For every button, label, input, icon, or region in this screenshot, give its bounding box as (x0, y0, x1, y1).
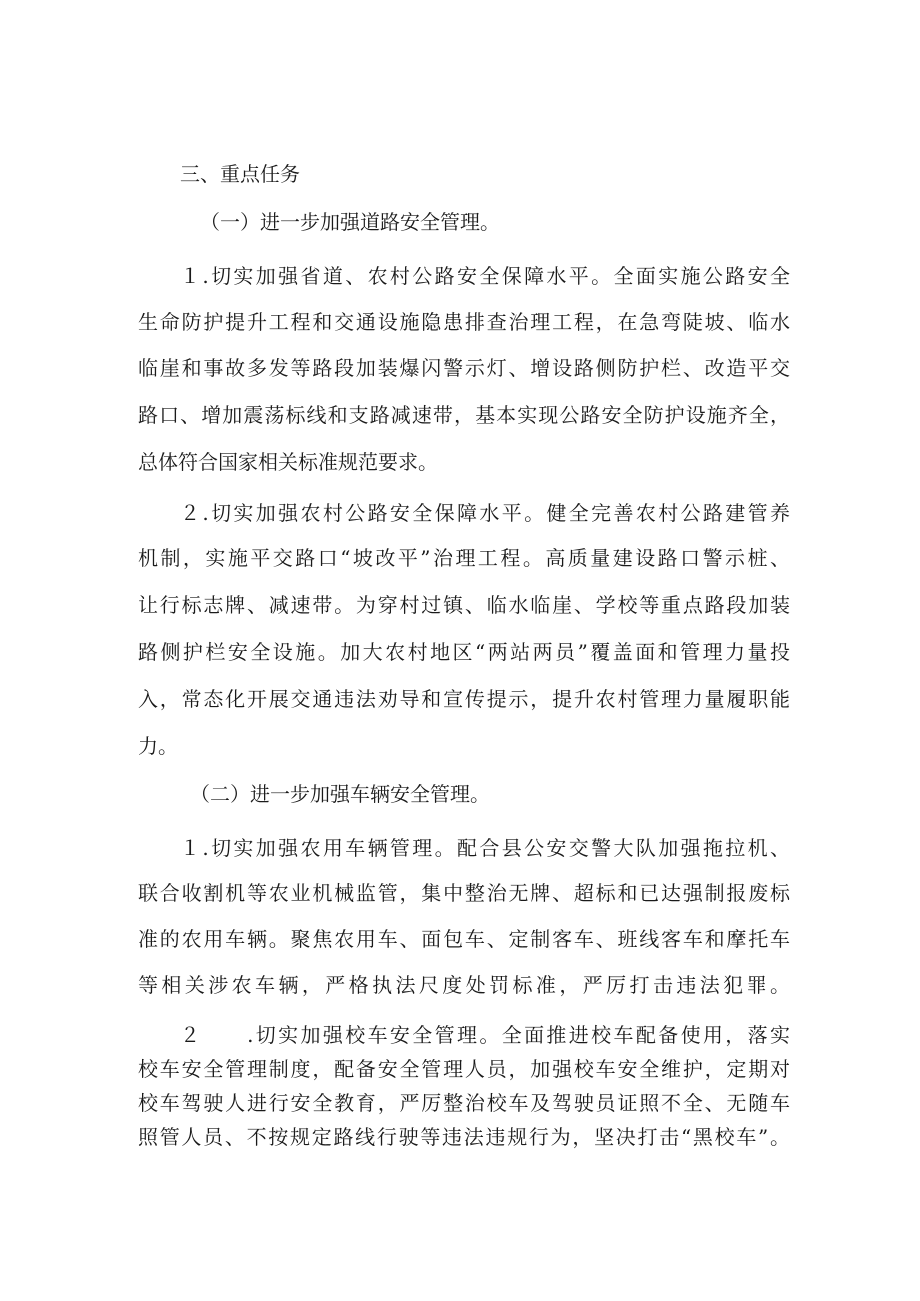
paragraph-line: 让行标志牌、减速带。为穿村过镇、临水临崖、学校等重点路段加装 (138, 593, 790, 617)
section-title: 三、重点任务 (180, 162, 300, 186)
paragraph-line: 临崖和事故多发等路段加装爆闪警示灯、增设路侧防护栏、改造平交 (138, 356, 790, 380)
paragraph-line: 等相关涉农车辆，严格执法尺度处罚标准，严厉打击违法犯罪。 (138, 973, 790, 997)
paragraph-line: １.切实加强农用车辆管理。配合县公安交警大队加强拖拉机、 (180, 836, 790, 860)
paragraph-line: ２.切实加强农村公路安全保障水平。健全完善农村公路建管养 (180, 501, 790, 525)
paragraph-line: 入，常态化开展交通违法劝导和宣传提示，提升农村管理力量履职能 (138, 687, 790, 711)
paragraph-line: ２ .切实加强校车安全管理。全面推进校车配备使用，落实 (180, 1023, 790, 1047)
paragraph-line: 照管人员、不按规定路线行驶等违法违规行为，坚决打击“黑校车”。 (138, 1125, 790, 1149)
paragraph-line: 联合收割机等农业机械监管，集中整治无牌、超标和已达强制报废标 (138, 881, 790, 905)
paragraph-line: 力。 (138, 734, 178, 758)
paragraph-line: １.切实加强省道、农村公路安全保障水平。全面实施公路安全 (180, 264, 790, 288)
paragraph-line: 路侧护栏安全设施。加大农村地区“两站两员”覆盖面和管理力量投 (138, 640, 790, 664)
paragraph-line: 准的农用车辆。聚焦农用车、面包车、定制客车、班线客车和摩托车 (138, 927, 790, 951)
paragraph-line: 路口、增加震荡标线和支路减速带，基本实现公路安全防护设施齐全， (138, 403, 790, 427)
paragraph-line: 校车驾驶人进行安全教育，严厉整治校车及驾驶员证照不全、无随车 (138, 1091, 790, 1115)
paragraph-line: 生命防护提升工程和交通设施隐患排查治理工程，在急弯陡坡、临水 (138, 310, 790, 334)
paragraph-line: 校车安全管理制度，配备安全管理人员，加强校车安全维护，定期对 (138, 1057, 790, 1081)
subsection-heading-2: （二）进一步加强车辆安全管理。 (190, 782, 490, 806)
paragraph-line: 总体符合国家相关标准规范要求。 (138, 450, 438, 474)
paragraph-line: 机制，实施平交路口“坡改平”治理工程。高质量建设路口警示桩、 (138, 546, 790, 570)
subsection-heading-1: （一）进一步加强道路安全管理。 (200, 210, 500, 234)
